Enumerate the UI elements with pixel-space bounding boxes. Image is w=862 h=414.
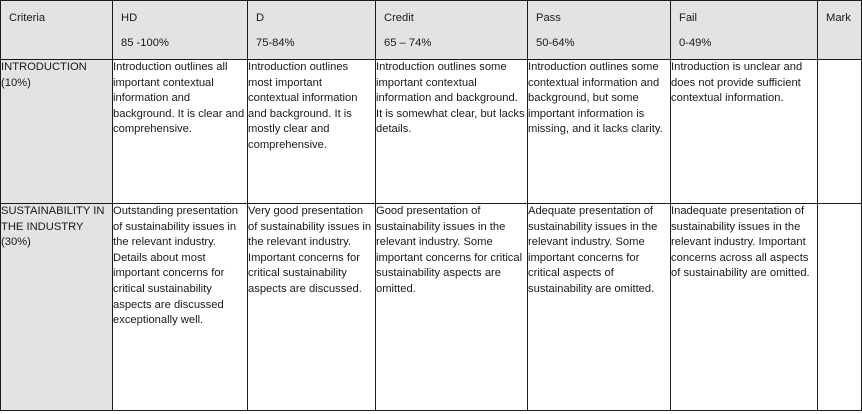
grade-label: Pass: [536, 12, 561, 24]
grade-header-fail: [671, 1, 818, 60]
grade-range: 75-84%: [256, 36, 295, 49]
grade-label: Credit: [384, 12, 414, 24]
grade-range: 50-64%: [536, 36, 575, 49]
descriptor-cell: Introduction outlines most important contextual information and background. It is mostly clear and comprehensive.: [248, 60, 376, 204]
grade-header-hd: [113, 1, 248, 60]
mark-header: [818, 1, 862, 60]
grade-range: 85 -100%: [121, 36, 169, 49]
table-row: [1, 204, 862, 411]
mark-cell[interactable]: [818, 204, 862, 411]
descriptor-cell: Outstanding presentation of sustainability issues in the relevant industry. Details about most important concerns for critical sustainability aspects are discussed exceptionally well.: [113, 204, 248, 411]
grade-label: D: [256, 12, 265, 24]
descriptor-cell: Introduction is unclear and does not provide sufficient contextual information.: [671, 60, 818, 204]
descriptor-cell: Inadequate presentation of sustainability issues in the relevant industry. Important concerns across all aspects of sustainability are omitted.: [671, 204, 818, 411]
mark-cell[interactable]: [818, 60, 862, 204]
table-row: [1, 60, 862, 204]
grade-header-pass: [528, 1, 671, 60]
criteria-header: [1, 1, 113, 60]
mark-header-label: Mark: [826, 12, 851, 24]
grade-label: Fail: [679, 12, 698, 24]
grade-label: HD: [121, 12, 138, 24]
grade-header-credit: [376, 1, 528, 60]
criterion-cell: SUSTAINABILITY IN THE INDUSTRY (30%): [1, 204, 113, 411]
grade-range: 65 – 74%: [384, 36, 432, 49]
descriptor-cell: Introduction outlines all important contextual information and background. It is clear and comprehensive.: [113, 60, 248, 204]
grade-header-d: [248, 1, 376, 60]
descriptor-cell: Adequate presentation of sustainability issues in the relevant industry. Some important concerns for critical aspects of sustainability are omitted.: [528, 204, 671, 411]
descriptor-cell: Introduction outlines some important contextual information and background. It is somewhat clear, but lacks details.: [376, 60, 528, 204]
descriptor-cell: Introduction outlines some contextual information and background, but some important information is missing, and it lacks clarity.: [528, 60, 671, 204]
criteria-header-label: Criteria: [9, 12, 46, 24]
header-row: [1, 1, 862, 60]
descriptor-cell: Very good presentation of sustainability issues in the relevant industry. Important concerns for critical sustainability aspects are discussed.: [248, 204, 376, 411]
criterion-cell: INTRODUCTION (10%): [1, 60, 113, 204]
grade-range: 0-49%: [679, 36, 712, 49]
descriptor-cell: Good presentation of sustainability issues in the relevant industry. Some important concerns for critical sustainability aspects are omitted.: [376, 204, 528, 411]
